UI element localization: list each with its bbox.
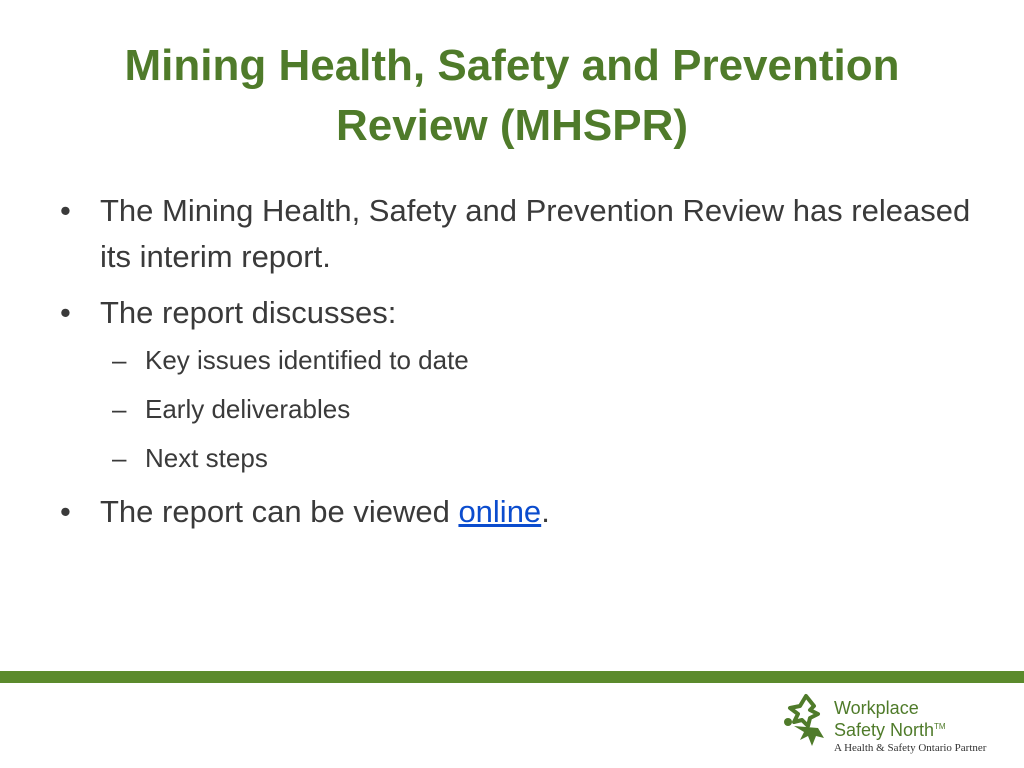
sub-item-text: Key issues identified to date bbox=[145, 345, 469, 375]
title-line-1: Mining Health, Safety and Prevention bbox=[124, 41, 900, 90]
bullet-glyph: • bbox=[60, 494, 71, 529]
bullet-text-after-link: . bbox=[541, 494, 550, 529]
dash-glyph: – bbox=[112, 443, 127, 473]
sub-item-text: Early deliverables bbox=[145, 394, 351, 424]
slide-body bbox=[60, 188, 980, 545]
wsn-leaf-icon bbox=[780, 692, 832, 754]
footer-rule bbox=[0, 671, 1024, 683]
bullet-text: The report discusses: bbox=[100, 295, 397, 330]
dash-glyph: – bbox=[112, 394, 127, 424]
logo-line-2-text: Safety North bbox=[834, 720, 935, 740]
bullet-text: The Mining Health, Safety and Prevention Review has released its interim report. bbox=[100, 193, 971, 274]
title-line-2: Review (MHSPR) bbox=[335, 101, 689, 150]
slide-title bbox=[40, 36, 984, 156]
logo-line-2 bbox=[834, 717, 946, 740]
bullet-text-before-link: The report can be viewed bbox=[100, 494, 459, 529]
sub-item bbox=[60, 342, 980, 378]
bullet-item bbox=[60, 489, 980, 535]
bullet-glyph: • bbox=[60, 295, 71, 330]
sub-list bbox=[60, 342, 980, 476]
logo-tagline: A Health & Safety Ontario Partner bbox=[834, 742, 987, 754]
bullet-glyph: • bbox=[60, 193, 71, 228]
sub-item bbox=[60, 391, 980, 427]
wsn-logo bbox=[780, 692, 1020, 762]
trademark: TM bbox=[934, 722, 946, 731]
logo-line-1: Workplace bbox=[834, 698, 919, 718]
bullet-item bbox=[60, 188, 980, 280]
sub-item bbox=[60, 440, 980, 476]
bullet-item bbox=[60, 290, 980, 336]
dash-glyph: – bbox=[112, 345, 127, 375]
sub-item-text: Next steps bbox=[145, 443, 268, 473]
online-link[interactable]: online bbox=[458, 494, 542, 529]
